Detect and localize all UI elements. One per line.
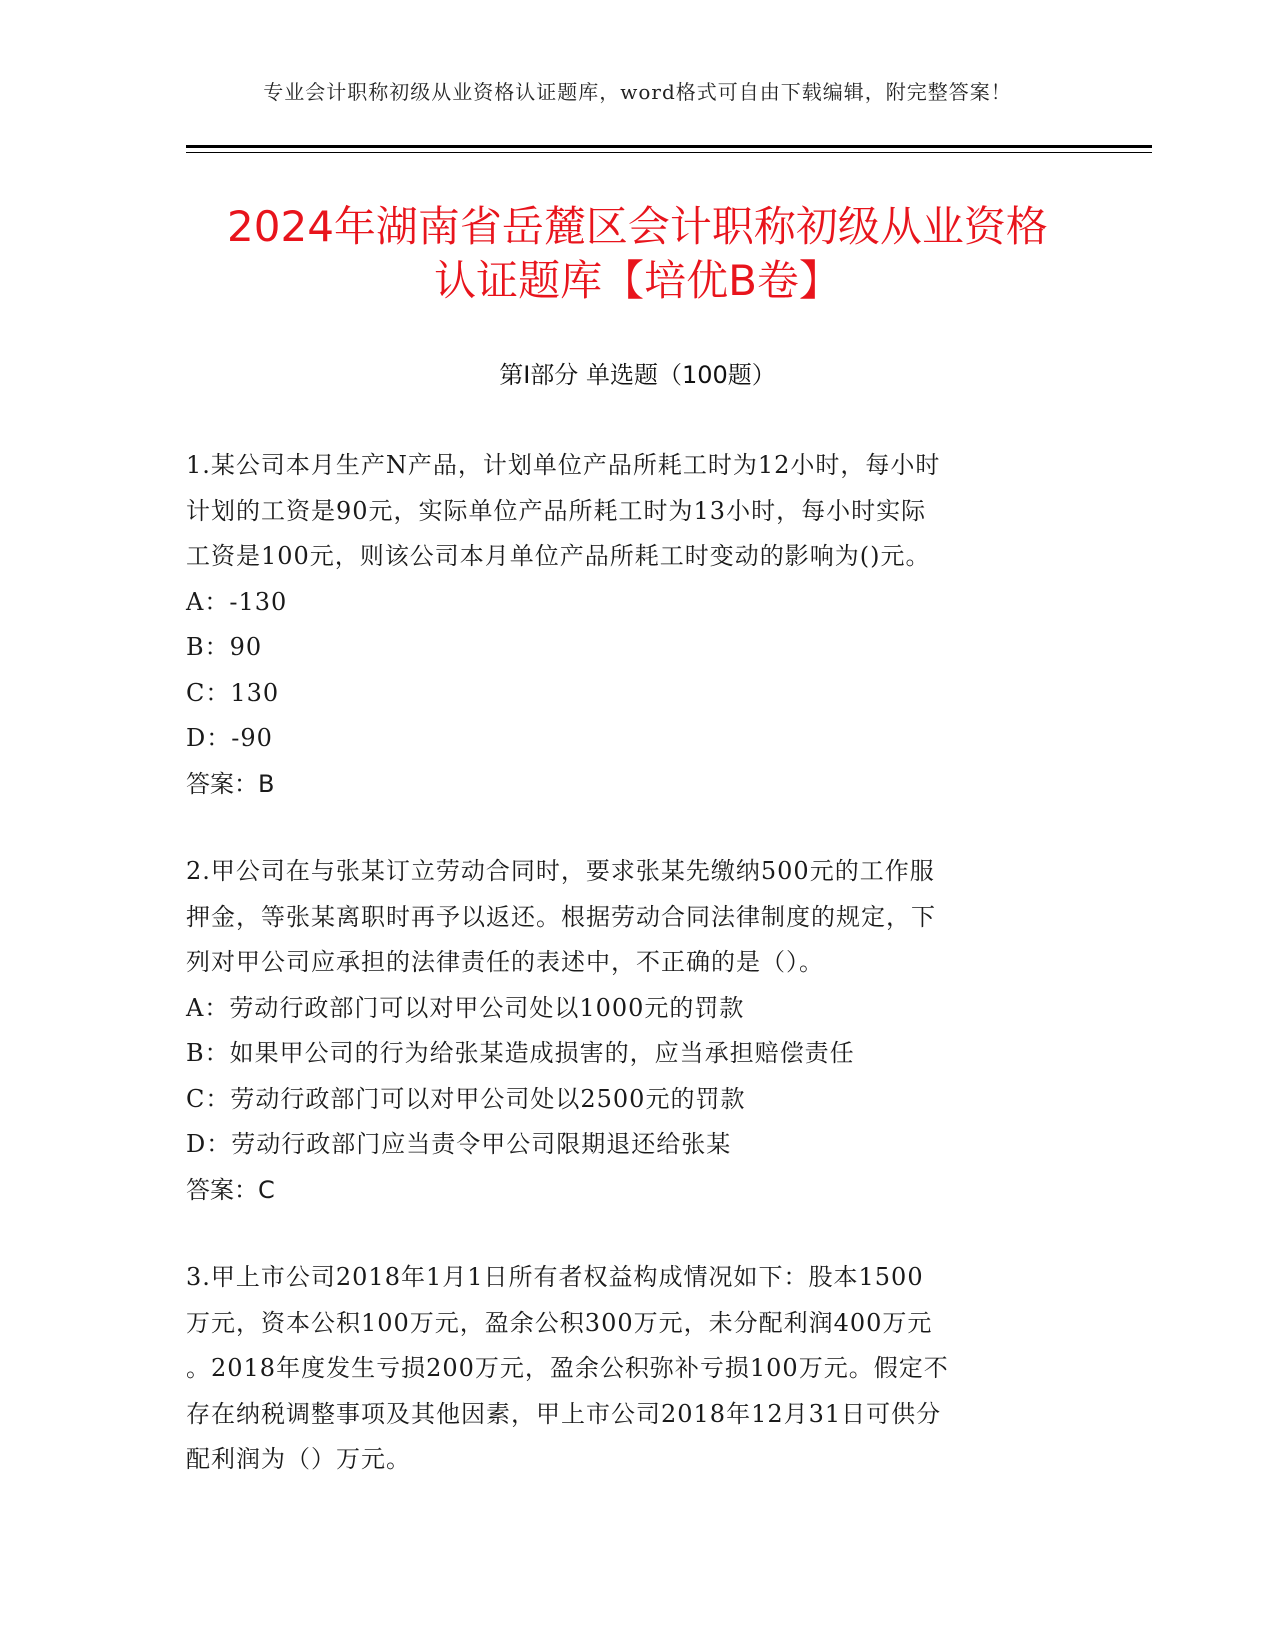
question-2 (186, 849, 1066, 1213)
question-1-line-3: 工资是100元，则该公司本月单位产品所耗工时变动的影响为()元。 (186, 542, 931, 570)
question-3-line-3: 。2018年度发生亏损200万元，盈余公积弥补亏损100万元。假定不 (186, 1354, 949, 1382)
title-line-2: 认证题库【培优B卷】 (434, 256, 841, 305)
question-2-answer: 答案：C (186, 1175, 275, 1204)
question-3-line-2: 万元，资本公积100万元，盈余公积300万元，未分配利润400万元 (186, 1308, 933, 1337)
question-3 (186, 1255, 1066, 1483)
question-3-line-1: 3.甲上市公司2018年1月1日所有者权益构成情况如下：股本1500 (186, 1263, 924, 1291)
question-1-line-2: 计划的工资是90元，实际单位产品所耗工时为13小时，每小时实际 (186, 496, 927, 525)
question-1-option-b: B：90 (186, 633, 263, 661)
question-2-option-d: D：劳动行政部门应当责令甲公司限期退还给张某 (186, 1130, 732, 1158)
question-1-option-d: D：-90 (186, 724, 273, 752)
document-title (160, 200, 1115, 308)
question-2-option-b: B：如果甲公司的行为给张某造成损害的，应当承担赔偿责任 (186, 1039, 855, 1067)
header-divider-thin (186, 152, 1152, 153)
question-1-line-1: 1.某公司本月生产N产品，计划单位产品所耗工时为12小时，每小时 (186, 451, 941, 479)
question-1-option-a: A：-130 (186, 587, 288, 616)
question-2-option-c: C：劳动行政部门可以对甲公司处以2500元的罚款 (186, 1084, 746, 1113)
header-note: 专业会计职称初级从业资格认证题库，word格式可自由下载编辑，附完整答案！ (263, 80, 1012, 104)
question-2-option-a: A：劳动行政部门可以对甲公司处以1000元的罚款 (186, 993, 745, 1022)
question-1-answer: 答案：B (186, 769, 275, 798)
question-1-option-c: C：130 (186, 678, 280, 707)
question-2-line-2: 押金，等张某离职时再予以返还。根据劳动合同法律制度的规定，下 (186, 902, 936, 931)
question-2-line-3: 列对甲公司应承担的法律责任的表述中，不正确的是（）。 (186, 948, 824, 976)
question-1 (186, 443, 1066, 807)
section-heading: 第Ⅰ部分 单选题（100题） (499, 361, 776, 389)
question-list (186, 443, 1066, 1525)
header-divider-thick (186, 145, 1152, 148)
question-3-line-4: 存在纳税调整事项及其他因素，甲上市公司2018年12月31日可供分 (186, 1399, 942, 1428)
question-2-line-1: 2.甲公司在与张某订立劳动合同时，要求张某先缴纳500元的工作服 (186, 857, 935, 885)
question-3-line-5: 配利润为（）万元。 (186, 1445, 411, 1473)
title-line-1: 2024年湖南省岳麓区会计职称初级从业资格 (227, 202, 1048, 251)
